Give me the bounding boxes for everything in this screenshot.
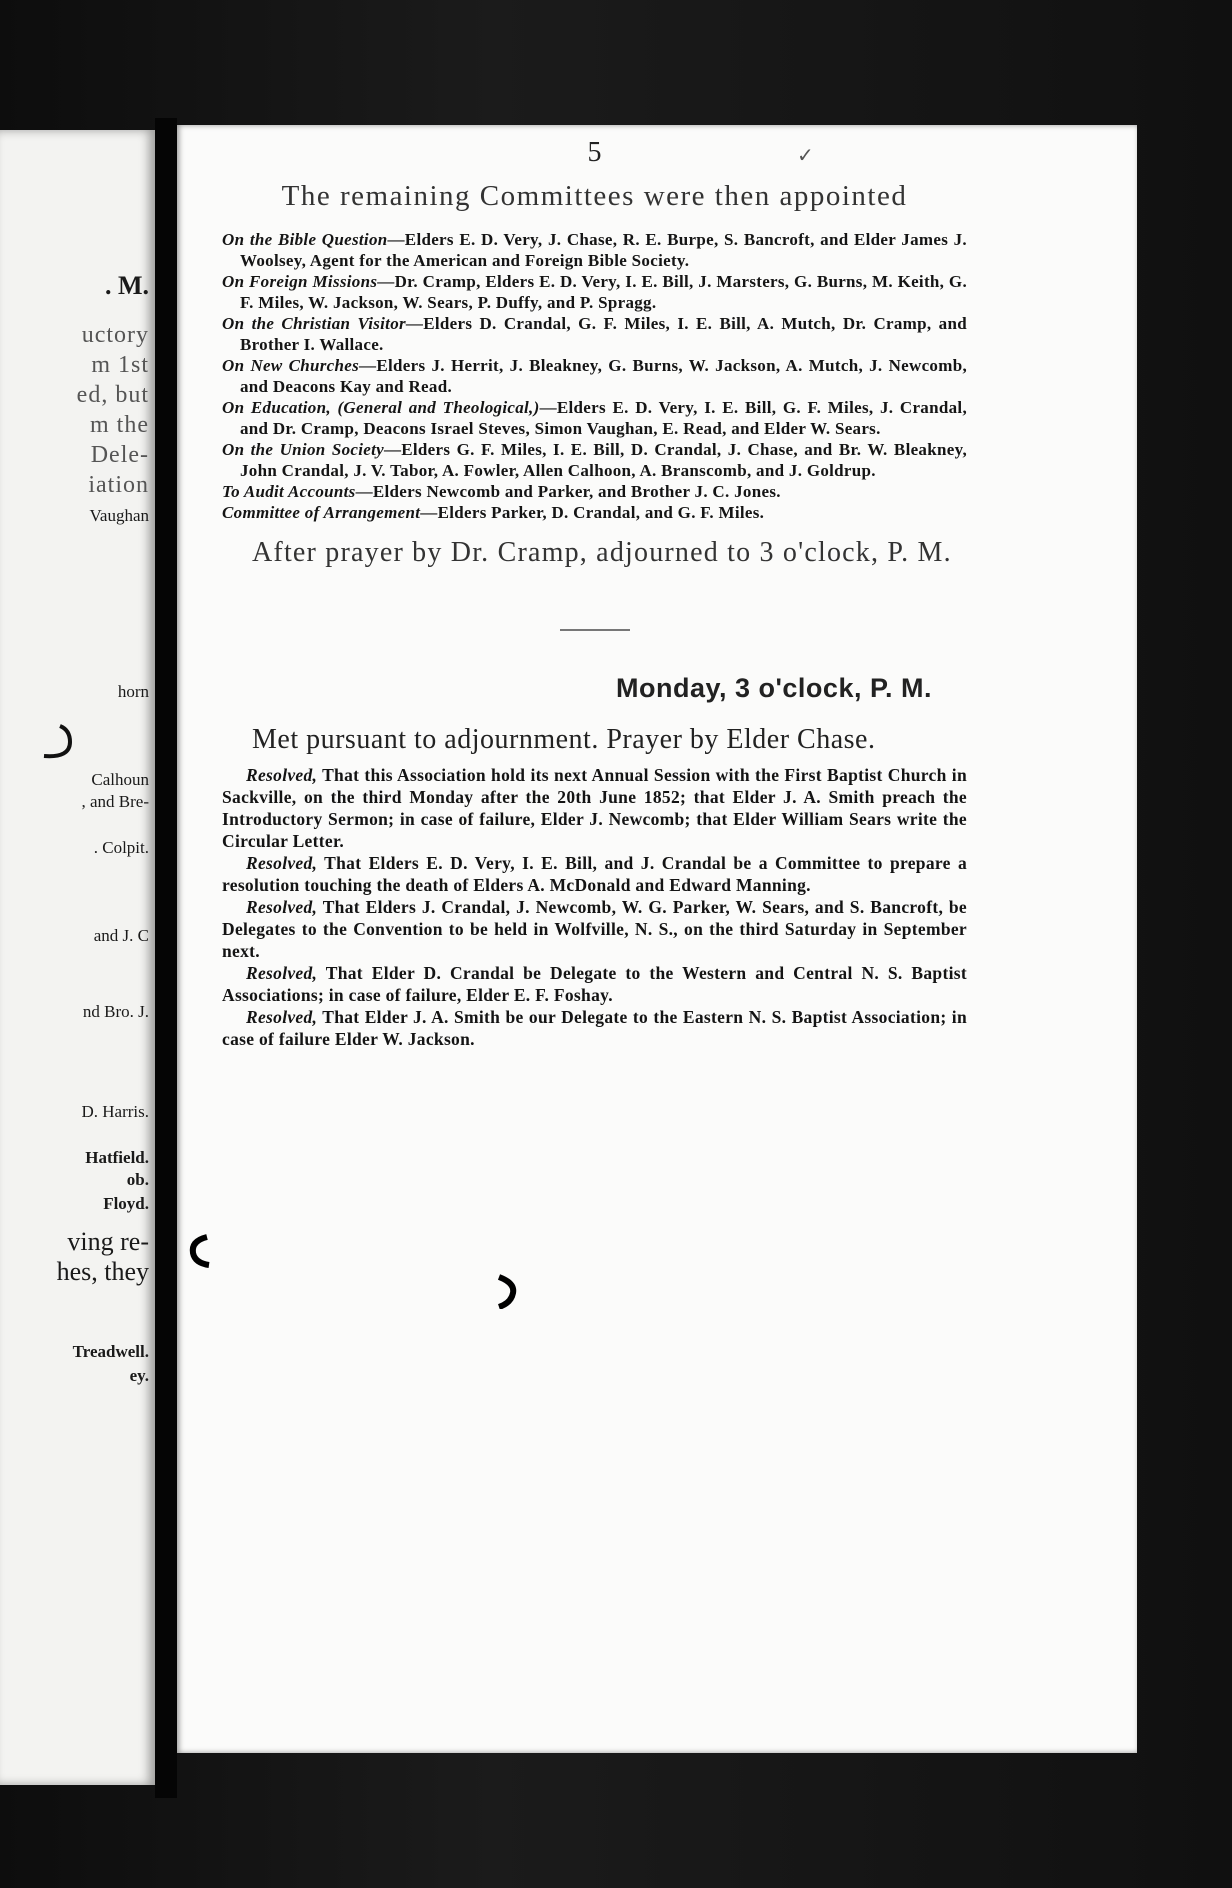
committee-members: —Elders Newcomb and Parker, and Brother J. C. Jones. (355, 482, 781, 501)
previous-page-line: m 1st (91, 352, 149, 378)
resolution-entry (222, 1006, 967, 1050)
previous-page-line: . M. (104, 271, 149, 300)
committee-entry (222, 439, 967, 481)
ink-brace-mark (40, 722, 86, 762)
meeting-opening: Met pursuant to adjournment. Prayer by Elder Chase. (252, 724, 876, 755)
committee-topic: Committee of Arrangement (222, 503, 421, 522)
committee-entry (222, 355, 967, 397)
committee-entry (222, 271, 967, 313)
adjournment-note: After prayer by Dr. Cramp, adjourned to 3 o'clock, P. M. (252, 537, 952, 568)
committee-topic: On the Bible Question (222, 230, 388, 249)
previous-page-line: ey. (129, 1366, 149, 1385)
previous-page-line: iation (88, 472, 149, 498)
pencil-tick-mark: ✓ (797, 145, 814, 167)
page-content (222, 133, 967, 1050)
resolution-entry (222, 852, 967, 896)
resolution-text: That this Association hold its next Annual Session with the First Baptist Church in Sackville, on the third Monday after the 20th June 1852; that Elder J. A. Smith preach the Introductory Sermon; in case of failure, Elder J. Newcomb; that Elder William Sears write the Circular Letter. (222, 765, 967, 851)
committee-entry (222, 397, 967, 439)
book-gutter (155, 118, 177, 1798)
previous-page-line: ed, but (76, 382, 149, 408)
resolution-entry (222, 764, 967, 852)
previous-page-line: Vaughan (89, 506, 149, 525)
page-number: 5 (587, 137, 602, 168)
previous-page-line: , and Bre- (81, 792, 149, 811)
committee-list (222, 229, 967, 523)
committees-intro: The remaining Committees were then appointed (281, 180, 908, 212)
resolution-entry (222, 962, 967, 1006)
resolution-keyword: Resolved, (246, 897, 318, 917)
resolution-keyword: Resolved, (246, 1007, 318, 1027)
ink-bracket-mark-2 (493, 1273, 521, 1309)
section-heading: Monday, 3 o'clock, P. M. (615, 673, 932, 703)
section-divider (560, 629, 630, 631)
previous-page-line: uctory (81, 322, 149, 348)
previous-page-line: Calhoun (91, 770, 149, 789)
previous-page-fragment (0, 130, 155, 1785)
committee-topic: On Foreign Missions (222, 272, 378, 291)
committee-topic: On the Christian Visitor (222, 314, 406, 333)
committee-topic: On New Churches (222, 356, 360, 375)
resolution-text: That Elders J. Crandal, J. Newcomb, W. G. Parker, W. Sears, and S. Bancroft, be Delegates to the Convention to be held in Wolfville, N. S., on the third Saturday in September next. (222, 897, 967, 961)
committee-topic: To Audit Accounts (222, 482, 356, 501)
resolution-keyword: Resolved, (246, 963, 318, 983)
committee-members: —Dr. Cramp, Elders E. D. Very, I. E. Bill, J. Marsters, G. Burns, M. Keith, G. F. Miles, W. Jackson, W. Sears, P. Duffy, and P. Spragg. (240, 272, 967, 312)
previous-page-line: and J. C (93, 926, 149, 945)
previous-page-line: horn (117, 682, 149, 701)
previous-page-line: ving re- (67, 1227, 149, 1256)
previous-page-line: m the (90, 412, 149, 438)
resolution-text: That Elders E. D. Very, I. E. Bill, and J. Crandal be a Committee to prepare a resolution touching the death of Elders A. McDonald and Edward Manning. (222, 853, 967, 895)
resolution-entry (222, 896, 967, 962)
committee-members: —Elders E. D. Very, J. Chase, R. E. Burpe, S. Bancroft, and Elder James J. Woolsey, Agent for the American and Foreign Bible Society. (240, 230, 967, 270)
resolution-keyword: Resolved, (246, 765, 318, 785)
resolution-text: That Elder J. A. Smith be our Delegate to the Eastern N. S. Baptist Association; in case of failure Elder W. Jackson. (222, 1007, 967, 1049)
resolution-keyword: Resolved, (246, 853, 318, 873)
resolution-text: That Elder D. Crandal be Delegate to the Western and Central N. S. Baptist Associations; in case of failure, Elder E. F. Foshay. (222, 963, 967, 1005)
page-5 (177, 125, 1137, 1753)
previous-page-line: Dele- (90, 442, 149, 468)
committee-members: —Elders G. F. Miles, I. E. Bill, D. Crandal, J. Chase, and Br. W. Bleakney, John Crandal, J. V. Tabor, A. Fowler, Allen Calhoon, A. Branscomb, and J. Goldrup. (240, 440, 967, 480)
committee-members: —Elders D. Crandal, G. F. Miles, I. E. Bill, A. Mutch, Dr. Cramp, and Brother I. Wallace. (240, 314, 967, 354)
committee-entry (222, 481, 967, 502)
committee-entry (222, 229, 967, 271)
committee-entry (222, 313, 967, 355)
resolution-list (222, 764, 967, 1050)
previous-page-line: ob. (126, 1170, 149, 1189)
previous-page-line: D. Harris. (81, 1102, 149, 1121)
ink-bracket-mark (185, 1233, 213, 1269)
committee-topic: On Education, (General and Theological,) (222, 398, 540, 417)
previous-page-line: nd Bro. J. (82, 1002, 149, 1021)
committee-members: —Elders J. Herrit, J. Bleakney, G. Burns, W. Jackson, A. Mutch, J. Newcomb, and Deacons Kay and Read. (240, 356, 967, 396)
committee-topic: On the Union Society (222, 440, 384, 459)
previous-page-line: . Colpit. (93, 838, 149, 857)
committee-entry (222, 502, 967, 523)
committee-members: —Elders Parker, D. Crandal, and G. F. Miles. (420, 503, 765, 522)
previous-page-line: Treadwell. (72, 1342, 149, 1361)
previous-page-line: hes, they (56, 1257, 149, 1286)
committee-members: —Elders E. D. Very, I. E. Bill, G. F. Miles, J. Crandal, and Dr. Cramp, Deacons Israel Steves, Simon Vaughan, E. Read, and Elder W. Sears. (240, 398, 967, 438)
previous-page-line: Hatfield. (85, 1148, 149, 1167)
previous-page-line: Floyd. (103, 1194, 149, 1213)
